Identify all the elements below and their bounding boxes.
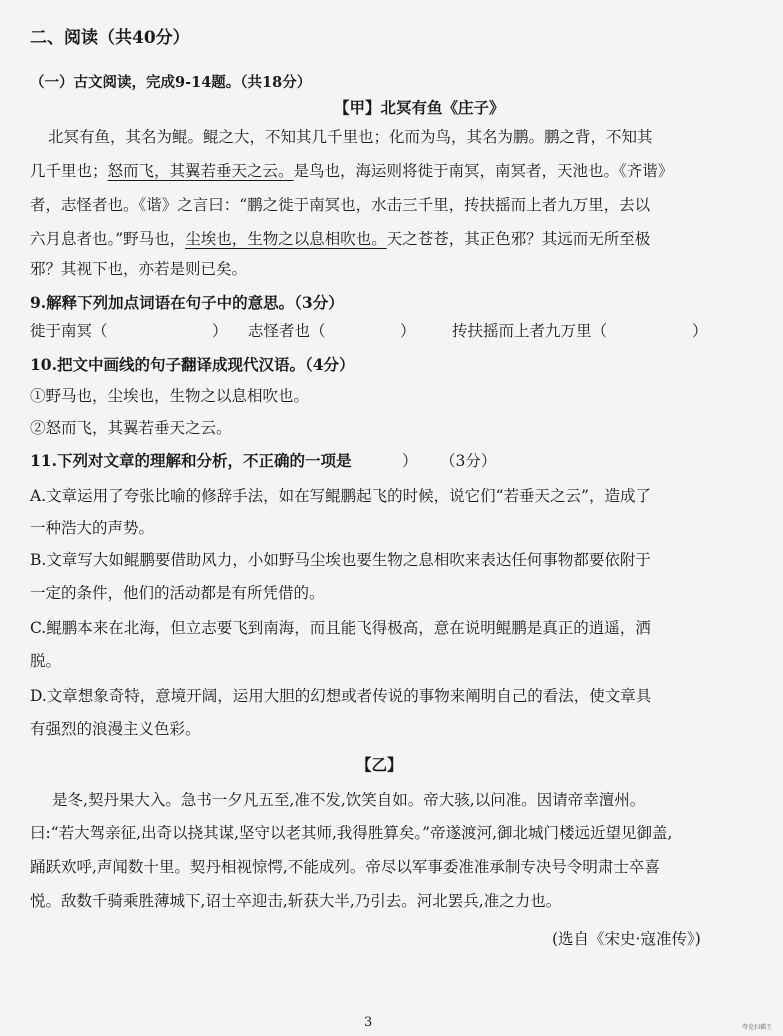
option-a-line-1: A.文章运用了夸张比喻的修辞手法，如在写鲲鹏起飞的时候，说它们“若垂天之云”，造成了 [30, 487, 651, 505]
passage-jia-line [30, 228, 650, 250]
question-10-title: 10.把文中画线的句子翻译成现代汉语。（4分） [30, 355, 355, 374]
option-d-line-1: D.文章想象奇特，意境开阔，运用大胆的幻想或者传说的事物来阐明自己的看法，使文章具 [30, 687, 652, 705]
scanner-watermark: 夸克扫描王 [742, 1024, 773, 1031]
question-9-item-b-close: ） [400, 322, 416, 340]
question-9-item-c-close: ） [692, 322, 708, 340]
question-9-item-a: 徙于南冥（ [30, 322, 108, 340]
option-b-line-2: 一定的条件，他们的活动都是有所凭借的。 [30, 584, 325, 602]
passage-jia-line: 邪？其视下也，亦若是则已矣。 [30, 260, 248, 278]
passage-jia-heading: 【甲】北冥有鱼《庄子》 [334, 98, 505, 117]
passage-yi-line: 是冬,契丹果大入。急书一夕凡五至,准不发,饮笑自如。帝大骇,以问准。因请帝幸澶州。 [52, 791, 646, 809]
question-11-title: 11.下列对文章的理解和分析，不正确的一项是 [30, 451, 352, 470]
part-heading: （一）古文阅读，完成9-14题。（共18分） [30, 74, 312, 91]
page-number: 3 [364, 1015, 373, 1030]
source-citation: (选自《宋史·寇准传》) [552, 930, 701, 948]
question-9-item-a-close: ） [212, 322, 228, 340]
passage-yi-line: 曰:“若大驾亲征,出奇以挠其谋,坚守以老其师,我得胜算矣。”帝遂渡河,御北城门楼远近望见御盖, [30, 824, 673, 842]
passage-yi-line: 踊跃欢呼,声闻数十里。契丹相视惊愕,不能成列。帝尽以军事委准准承制专决号令明肃士卒喜 [30, 858, 660, 876]
text-segment: 是鸟也，海运则将徙于南冥，南冥者，天池也。《齐谐》 [293, 162, 674, 180]
question-9-title: 9.解释下列加点词语在句子中的意思。（3分） [30, 293, 344, 312]
passage-yi-line: 悦。敌数千骑乘胜薄城下,诏士卒迎击,斩获大半,乃引去。河北罢兵,准之力也。 [30, 892, 562, 910]
option-a-line-2: 一种浩大的声势。 [30, 519, 155, 537]
text-segment: 六月息者也。”野马也， [30, 230, 186, 248]
question-10-sentence-1: ①野马也，尘埃也，生物之以息相吹也。 [30, 387, 310, 405]
passage-yi-heading: 【乙】 [356, 755, 403, 774]
text-segment: 几千里也； [30, 162, 108, 180]
question-11-paren: ） [402, 452, 418, 470]
passage-jia-line [30, 160, 673, 182]
underlined-sentence: 尘埃也，生物之以息相吹也。 [185, 230, 387, 248]
passage-jia-line: 北冥有鱼，其名为鲲。鲲之大，不知其几千里也；化而为鸟，其名为鹏。鹏之背，不知其 [48, 128, 653, 146]
text-segment: 天之苍苍，其正色邪？其远而无所至极 [386, 230, 651, 248]
option-d-line-2: 有强烈的浪漫主义色彩。 [30, 720, 201, 738]
question-9-item-c: 抟扶摇而上者九万里（ [452, 322, 608, 340]
question-10-sentence-2: ②怒而飞，其翼若垂天之云。 [30, 419, 232, 437]
option-c-line-2: 脱。 [30, 652, 62, 670]
underlined-sentence: 怒而飞，其翼若垂天之云。 [107, 162, 294, 180]
question-9-item-b: 志怪者也（ [248, 322, 326, 340]
passage-jia-line: 者，志怪者也。《谐》之言曰：“鹏之徙于南冥也，水击三千里，抟扶摇而上者九万里，去以 [30, 196, 651, 214]
option-c-line-1: C.鲲鹏本来在北海，但立志要飞到南海，而且能飞得极高，意在说明鲲鹏是真正的逍遥，洒 [30, 619, 651, 637]
section-heading: 二、阅读（共40分） [30, 28, 190, 48]
question-11-score: （3分） [440, 452, 497, 470]
option-b-line-1: B.文章写大如鲲鹏要借助风力，小如野马尘埃也要生物之息相吹来表达任何事物都要依附于 [30, 551, 651, 569]
